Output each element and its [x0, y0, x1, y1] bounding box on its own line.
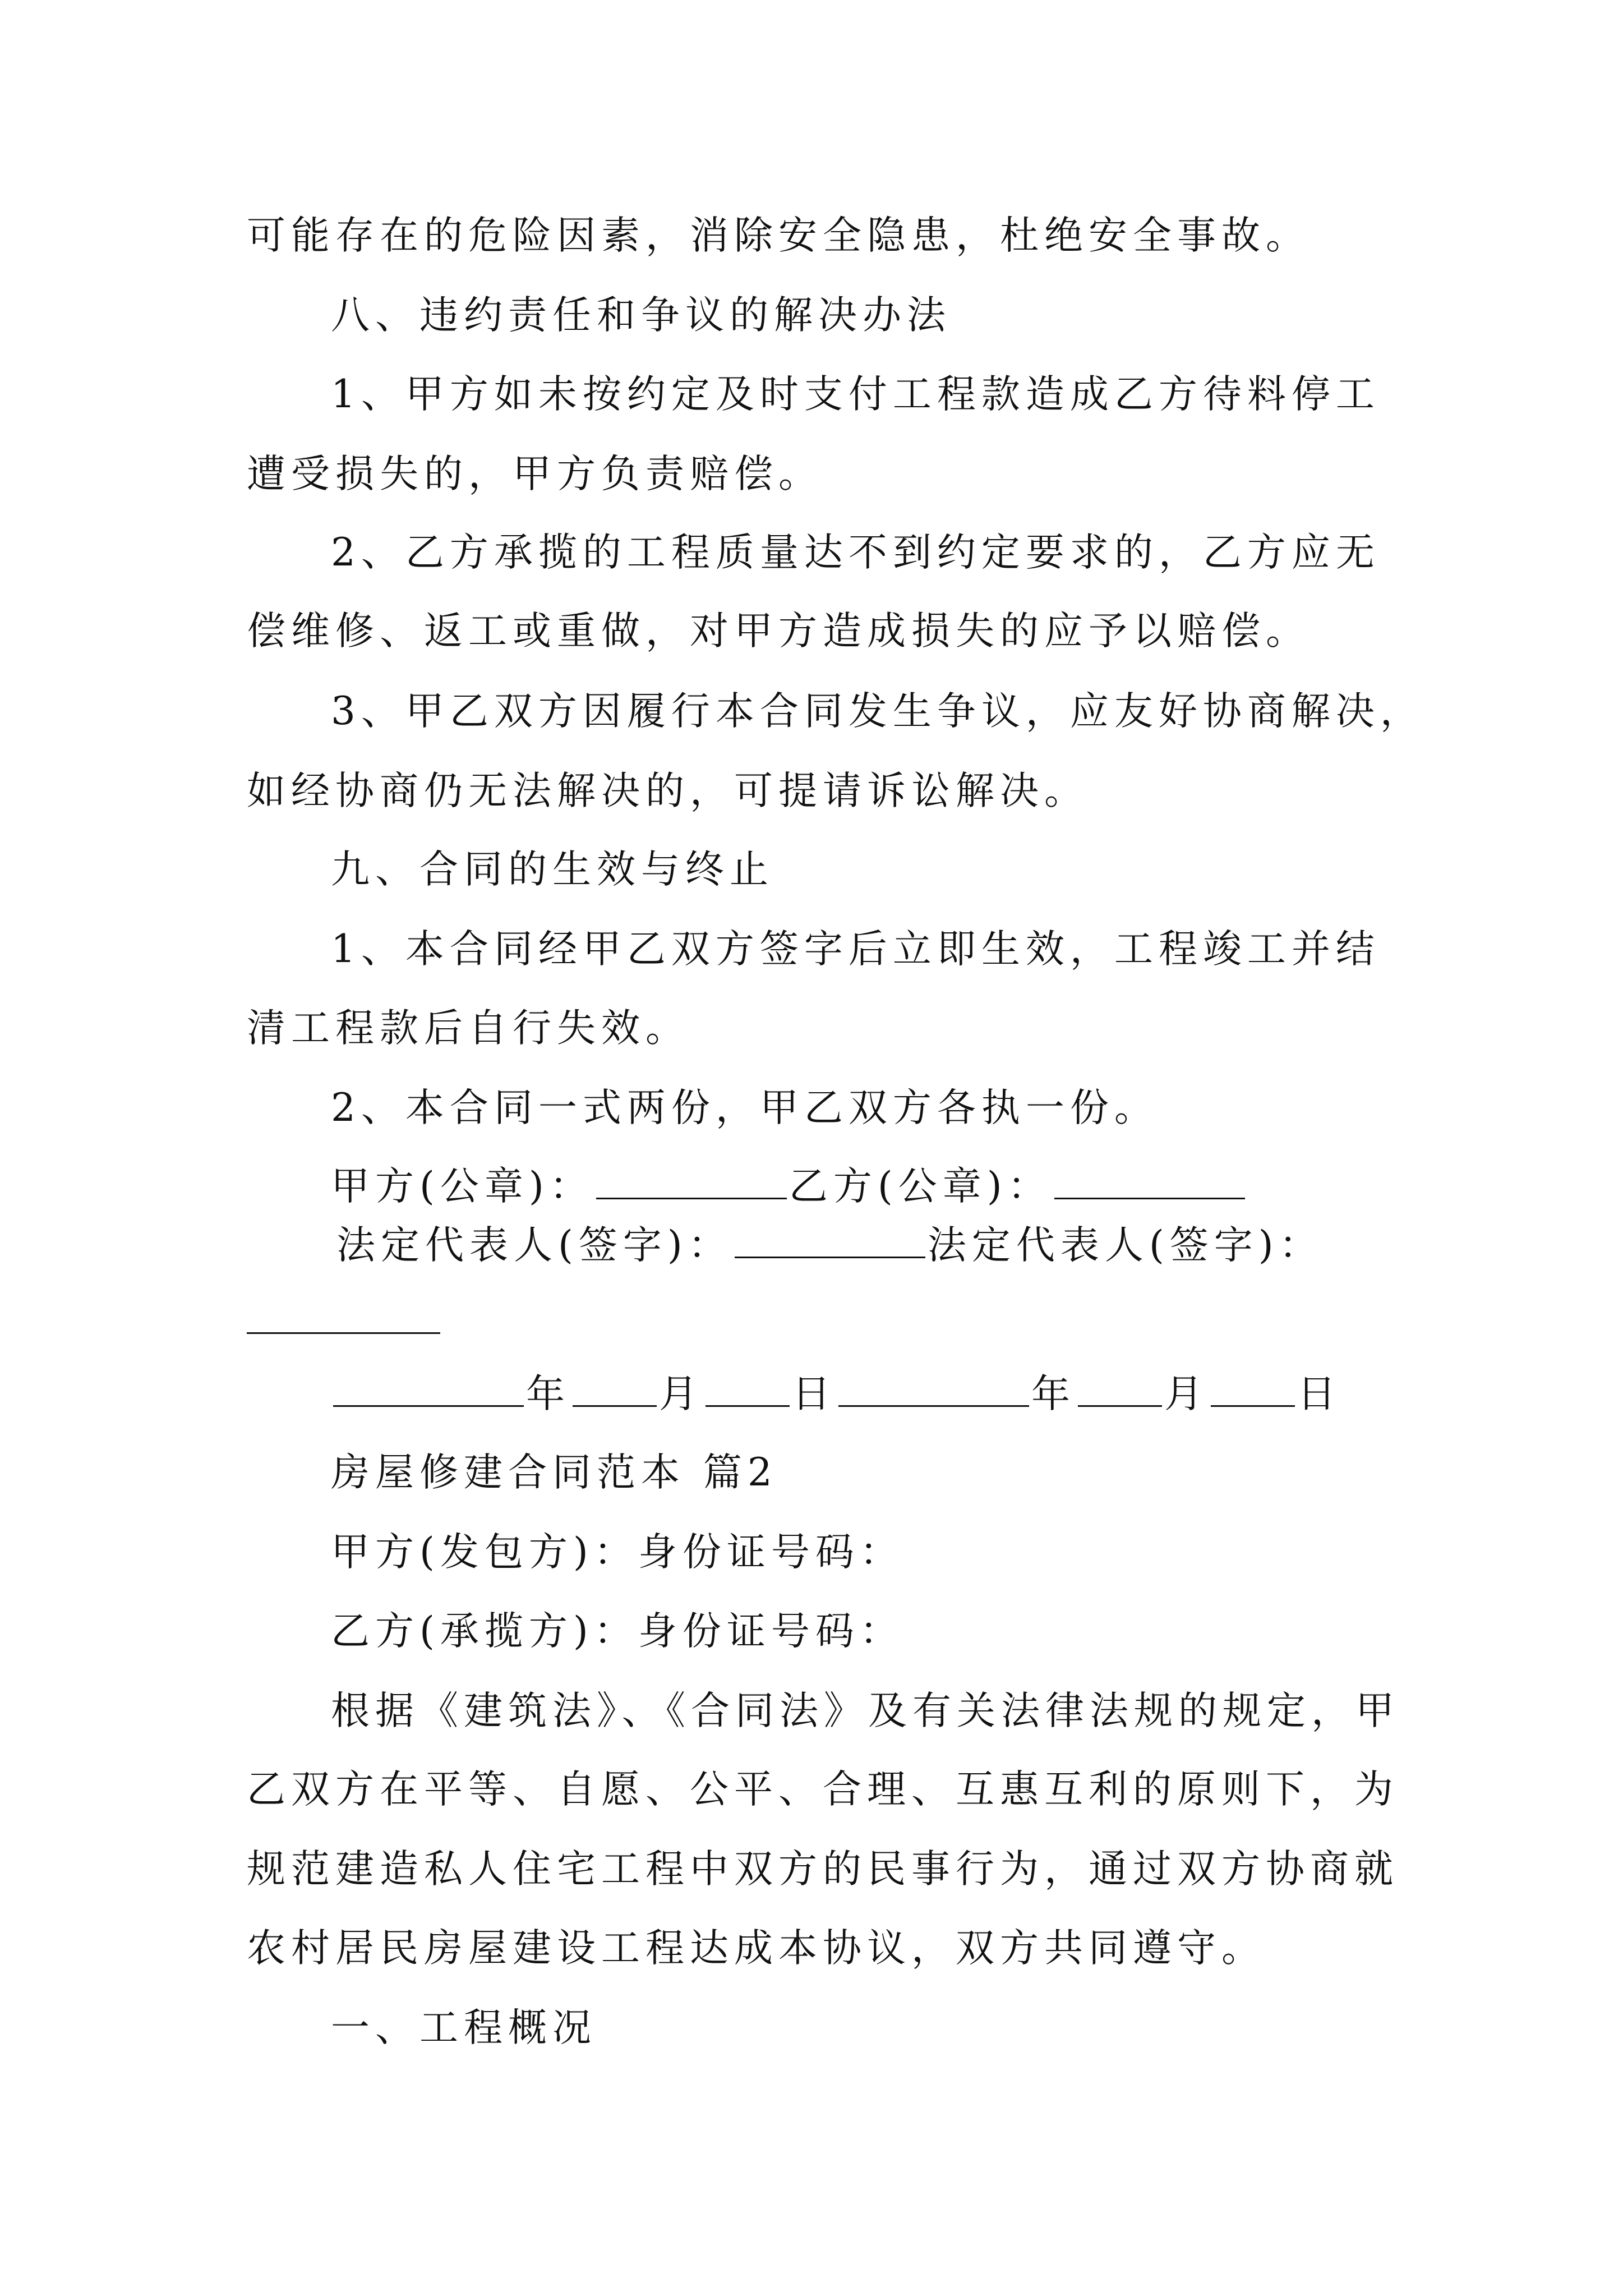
section-heading: 九、合同的生效与终止	[331, 847, 774, 892]
party-b-line: 乙方(承揽方)：身份证号码：	[331, 1609, 904, 1654]
rep-a-blank	[735, 1225, 925, 1258]
paragraph-line: 清工程款后自行失效。	[247, 1006, 690, 1051]
seal-line	[331, 1164, 1247, 1209]
paragraph-line: 3、甲乙双方因履行本合同发生争议，应友好协商解决，	[331, 689, 1424, 734]
representative-line	[336, 1223, 1324, 1268]
month-b-blank	[1078, 1374, 1162, 1407]
party-a-seal-blank	[596, 1166, 787, 1199]
date-line	[331, 1372, 1341, 1416]
preamble-line: 规范建造私人住宅工程中双方的民事行为，通过双方协商就	[247, 1847, 1399, 1892]
rep-b-blank	[247, 1332, 440, 1334]
party-a-line: 甲方(发包方)：身份证号码：	[331, 1530, 904, 1575]
paragraph-line: 遭受损失的，甲方负责赔偿。	[247, 452, 823, 496]
year-b-blank	[838, 1374, 1029, 1407]
month-b-label: 月	[1164, 1372, 1209, 1416]
day-a-blank	[706, 1374, 790, 1407]
year-b-label: 年	[1031, 1372, 1076, 1416]
paragraph-line: 1、本合同经甲乙双方签字后立即生效，工程竣工并结	[331, 927, 1380, 972]
day-b-label: 日	[1297, 1372, 1341, 1416]
contract-heading: 房屋修建合同范本 篇2	[331, 1450, 778, 1495]
section-heading: 八、违约责任和争议的解决办法	[331, 293, 951, 338]
section-heading: 一、工程概况	[331, 2005, 597, 2050]
paragraph-line: 偿维修、返工或重做，对甲方造成损失的应予以赔偿。	[247, 609, 1310, 654]
rep-b-label: 法定代表人(签字)：	[927, 1223, 1324, 1268]
day-b-blank	[1211, 1374, 1295, 1407]
paragraph-line: 2、本合同一式两份，甲乙双方各执一份。	[331, 1085, 1159, 1130]
rep-a-label: 法定代表人(签字)：	[336, 1223, 732, 1268]
year-a-blank	[333, 1374, 524, 1407]
month-a-label: 月	[659, 1372, 703, 1416]
paragraph-line: 1、甲方如未按约定及时支付工程款造成乙方待料停工	[331, 372, 1380, 417]
party-b-seal-label: 乙方(公章)：	[789, 1164, 1052, 1209]
preamble-line: 根据《建筑法》、《合同法》及有关法律法规的规定，甲	[331, 1688, 1400, 1733]
month-a-blank	[573, 1374, 657, 1407]
paragraph-line: 可能存在的危险因素，消除安全隐患，杜绝安全事故。	[247, 213, 1310, 258]
day-a-label: 日	[792, 1372, 836, 1416]
party-b-seal-blank	[1054, 1166, 1245, 1199]
paragraph-line: 2、乙方承揽的工程质量达不到约定要求的，乙方应无	[331, 530, 1380, 575]
preamble-line: 农村居民房屋建设工程达成本协议，双方共同遵守。	[247, 1926, 1266, 1971]
preamble-line: 乙双方在平等、自愿、公平、合理、互惠互利的原则下，为	[247, 1767, 1399, 1812]
year-a-label: 年	[526, 1372, 570, 1416]
party-a-seal-label: 甲方(公章)：	[331, 1164, 594, 1209]
paragraph-line: 如经协商仍无法解决的，可提请诉讼解决。	[247, 769, 1089, 813]
